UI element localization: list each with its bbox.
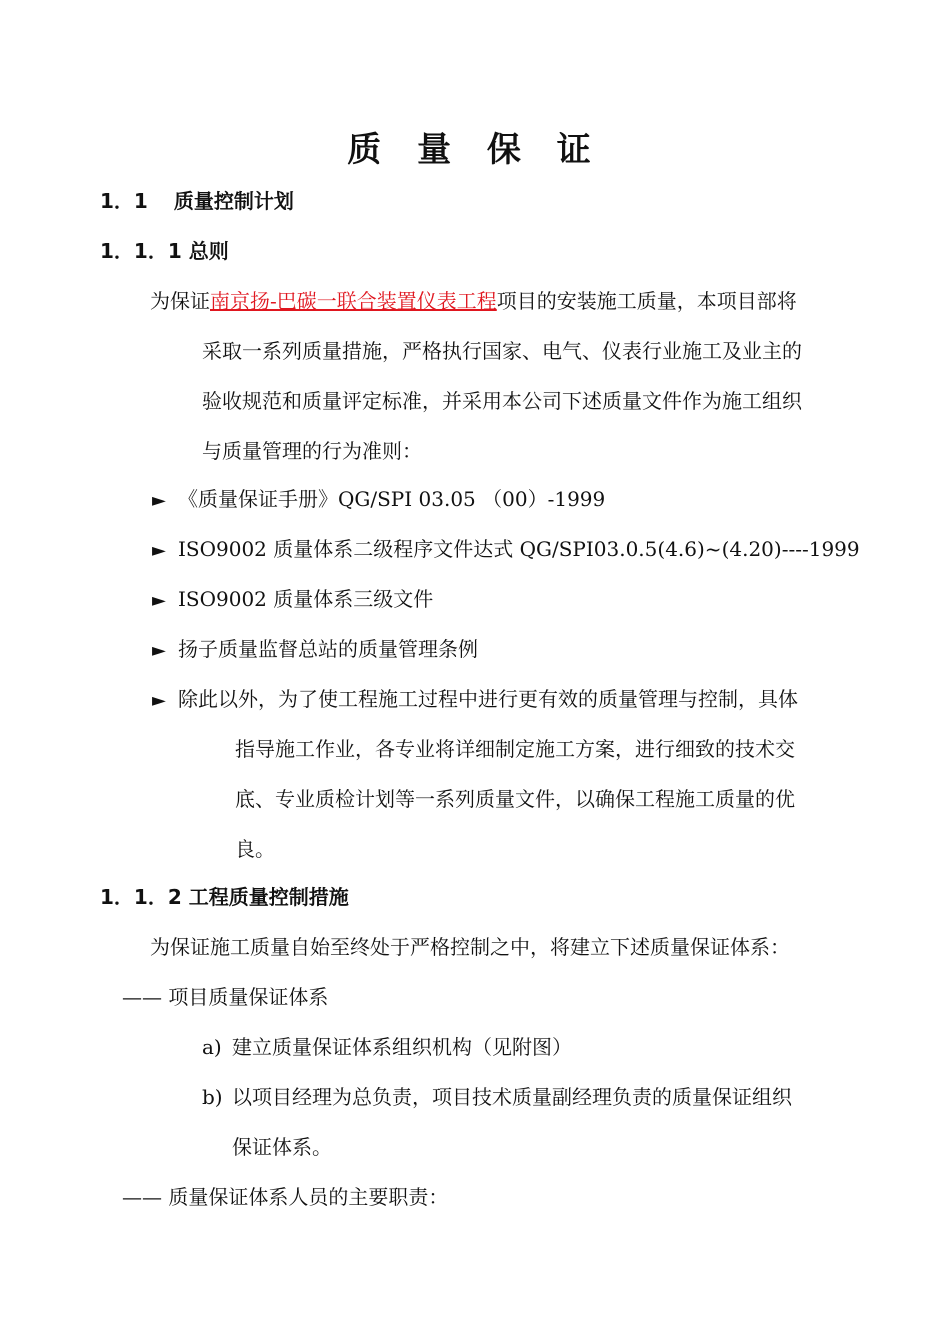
intro-line-3: 验收规范和质量评定标准，并采用本公司下述质量文件作为施工组织	[202, 389, 802, 413]
list-item-b	[202, 1082, 792, 1112]
triangle-bullet-icon: ►	[152, 690, 166, 711]
triangle-bullet-icon: ►	[152, 540, 166, 561]
bullet-text: ISO9002 质量体系二级程序文件达式 QG/SPI03.0.5(4.6)~(4.20)----1999	[178, 537, 860, 561]
bullet-text: 除此以外，为了使工程施工过程中进行更有效的质量管理与控制，具体	[178, 687, 798, 711]
intro-line-1	[150, 286, 797, 316]
bullet-continuation: 良。	[235, 837, 275, 861]
triangle-bullet-icon: ►	[152, 640, 166, 661]
bullet-continuation: 指导施工作业，各专业将详细制定施工方案，进行细致的技术交	[235, 737, 795, 761]
heading-number: 1．1．1	[100, 239, 182, 263]
item-text: 建立质量保证体系组织机构（见附图）	[232, 1035, 572, 1059]
intro-pre: 为保证	[150, 289, 210, 313]
bullet-item	[152, 684, 798, 716]
project-name-link: 南京扬-巴碳一联合装置仪表工程	[210, 289, 497, 313]
list-item-b-continuation: 保证体系。	[232, 1135, 332, 1159]
item-label: b)	[202, 1085, 223, 1109]
heading-text: 工程质量控制措施	[188, 885, 349, 909]
heading-number: 1．1	[100, 189, 148, 213]
dash-item-duties: —— 质量保证体系人员的主要职责：	[122, 1185, 449, 1209]
intro-post: 项目的安装施工质量，本项目部将	[496, 289, 797, 313]
bullet-item	[152, 534, 860, 566]
measures-intro: 为保证施工质量自始至终处于严格控制之中，将建立下述质量保证体系：	[150, 935, 790, 959]
triangle-bullet-icon: ►	[152, 590, 166, 611]
page-title: 质 量 保 证	[347, 130, 603, 170]
item-label: a)	[202, 1035, 222, 1059]
intro-line-2: 采取一系列质量措施，严格执行国家、电气、仪表行业施工及业主的	[202, 339, 802, 363]
heading-1-1	[100, 186, 294, 216]
bullet-item	[152, 484, 605, 516]
bullet-item	[152, 634, 478, 666]
bullet-text: 扬子质量监督总站的质量管理条例	[178, 637, 478, 661]
bullet-continuation: 底、专业质检计划等一系列质量文件，以确保工程施工质量的优	[235, 787, 795, 811]
heading-1-1-1	[100, 236, 229, 266]
bullet-text: ISO9002 质量体系三级文件	[178, 587, 434, 611]
bullet-text: 《质量保证手册》QG/SPI 03.05 （00）-1999	[178, 487, 606, 511]
heading-text: 质量控制计划	[173, 189, 294, 213]
intro-line-4: 与质量管理的行为准则：	[202, 439, 422, 463]
heading-number: 1．1．2	[100, 885, 182, 909]
item-text: 以项目经理为总负责，项目技术质量副经理负责的质量保证组织	[232, 1085, 792, 1109]
list-item-a	[202, 1032, 572, 1062]
bullet-item	[152, 584, 433, 616]
triangle-bullet-icon: ►	[152, 490, 166, 511]
heading-text: 总则	[188, 239, 229, 263]
dash-item-system: —— 项目质量保证体系	[122, 985, 329, 1009]
heading-1-1-2	[100, 882, 349, 912]
